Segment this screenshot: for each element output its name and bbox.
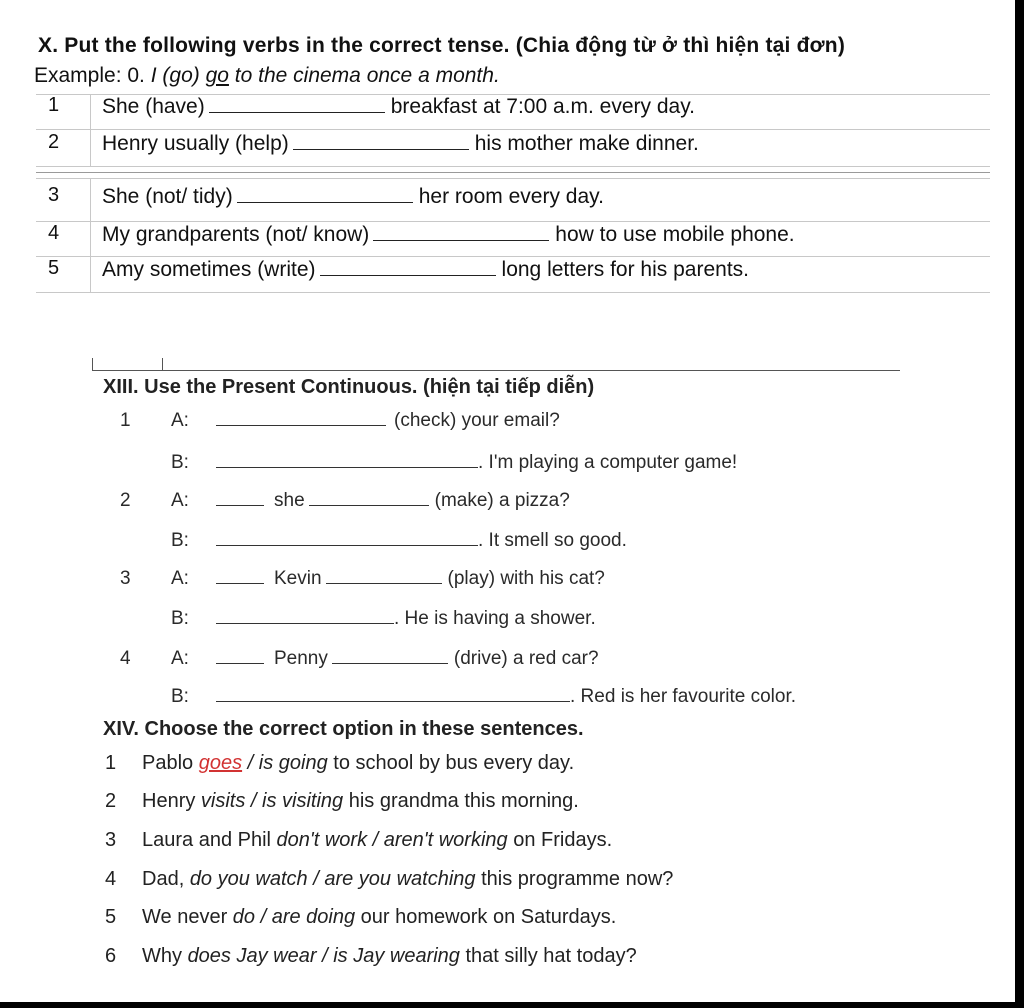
answer-blank[interactable] xyxy=(216,411,386,426)
answer-blank[interactable] xyxy=(309,491,429,506)
option-separator: / xyxy=(367,829,384,851)
sentence-end: our homework on Saturdays. xyxy=(355,906,617,928)
item-number: 2 xyxy=(120,490,131,511)
answer-blank[interactable] xyxy=(237,184,413,203)
line-rest: . I'm playing a computer game! xyxy=(478,452,738,473)
scan-border-bottom xyxy=(0,1002,1024,1008)
table-rule xyxy=(36,292,990,293)
speaker-label: B: xyxy=(171,530,189,551)
line-rest: . It smell so good. xyxy=(478,530,627,551)
option-two[interactable]: aren't working xyxy=(383,829,508,851)
answer-blank[interactable] xyxy=(320,257,496,276)
dialogue-line xyxy=(216,568,605,590)
line-rest: . Red is her favourite color. xyxy=(570,686,796,707)
section-x-example xyxy=(34,64,500,88)
section-x-title: X. Put the following verbs in the correct tense. (Chia động từ ở thì hiện tại đơn) xyxy=(38,34,846,57)
answer-blank[interactable] xyxy=(209,94,385,113)
option-one[interactable]: does Jay wear xyxy=(187,945,317,967)
table-row xyxy=(102,257,749,282)
option-separator: / xyxy=(255,906,272,928)
table-row xyxy=(102,94,695,119)
row-after: breakfast at 7:00 a.m. every day. xyxy=(390,95,695,118)
answer-blank[interactable] xyxy=(326,569,442,584)
answer-blank[interactable] xyxy=(216,569,264,584)
speaker-label: A: xyxy=(171,568,189,589)
list-item xyxy=(142,945,637,968)
answer-blank[interactable] xyxy=(332,649,448,664)
row-before: She (not/ tidy) xyxy=(102,185,233,208)
item-number: 4 xyxy=(105,868,117,890)
option-two[interactable]: are doing xyxy=(271,906,356,928)
table-row xyxy=(102,184,604,209)
option-separator: / xyxy=(245,790,263,812)
sentence-end: this programme now? xyxy=(475,868,674,890)
table-rule xyxy=(36,129,990,130)
list-item xyxy=(142,906,616,929)
table-rule xyxy=(36,166,990,167)
option-one[interactable]: do you watch xyxy=(189,868,308,890)
line-rest: (play) with his cat? xyxy=(447,568,605,589)
item-number: 6 xyxy=(105,945,117,967)
row-after: his mother make dinner. xyxy=(474,132,699,155)
list-item xyxy=(142,829,612,852)
table-col-rule xyxy=(90,178,91,292)
item-number: 4 xyxy=(120,648,131,669)
dialogue-line xyxy=(216,608,596,630)
option-separator: / xyxy=(316,945,334,967)
answer-blank[interactable] xyxy=(373,222,549,241)
row-number: 2 xyxy=(48,131,60,153)
example-prefix: Example: 0. xyxy=(34,64,151,87)
speaker-label: B: xyxy=(171,452,189,473)
sentence-start: Pablo xyxy=(142,752,199,774)
table-rule xyxy=(36,178,990,179)
row-after: her room every day. xyxy=(418,185,604,208)
sentence-end: on Fridays. xyxy=(507,829,613,851)
answer-blank[interactable] xyxy=(216,687,570,702)
row-after: long letters for his parents. xyxy=(501,258,749,281)
speaker-label: A: xyxy=(171,648,189,669)
item-number: 5 xyxy=(105,906,117,928)
dialogue-line xyxy=(216,490,570,512)
sentence-end: his grandma this morning. xyxy=(343,790,579,812)
section-xiv-title: XIV. Choose the correct option in these sentences. xyxy=(103,718,584,740)
divider-tick xyxy=(162,358,163,370)
sentence-start: Why xyxy=(142,945,188,967)
row-before: My grandparents (not/ know) xyxy=(102,223,370,246)
list-item xyxy=(142,752,574,775)
row-number: 5 xyxy=(48,257,60,279)
item-number: 1 xyxy=(105,752,117,774)
section-divider xyxy=(92,370,900,371)
row-before: Amy sometimes (write) xyxy=(102,258,316,281)
sentence-start: We never xyxy=(142,906,233,928)
row-number: 4 xyxy=(48,222,60,244)
dialogue-line xyxy=(216,530,627,552)
item-number: 2 xyxy=(105,790,117,812)
option-two[interactable]: is visiting xyxy=(262,790,344,812)
sentence-start: Dad, xyxy=(142,868,190,890)
option-two[interactable]: are you watching xyxy=(324,868,476,890)
dialogue-line xyxy=(216,410,560,432)
dialogue-line xyxy=(216,452,737,474)
line-rest: . He is having a shower. xyxy=(394,608,596,629)
answer-blank[interactable] xyxy=(293,131,469,150)
speaker-label: B: xyxy=(171,608,189,629)
table-row xyxy=(102,131,699,156)
row-number: 3 xyxy=(48,184,60,206)
speaker-label: A: xyxy=(171,410,189,431)
row-before: Henry usually (help) xyxy=(102,132,289,155)
line-subject: she xyxy=(274,490,305,511)
item-number: 1 xyxy=(120,410,131,431)
speaker-label: A: xyxy=(171,490,189,511)
table-row xyxy=(102,222,795,247)
line-subject: Kevin xyxy=(274,568,322,589)
option-two[interactable]: is Jay wearing xyxy=(333,945,460,967)
example-answer: go xyxy=(205,64,229,87)
sentence-start: Henry xyxy=(142,790,201,812)
answer-blank[interactable] xyxy=(216,491,264,506)
sentence-end: to school by bus every day. xyxy=(327,752,575,774)
line-subject: Penny xyxy=(274,648,328,669)
sentence-end: that silly hat today? xyxy=(459,945,637,967)
list-item xyxy=(142,790,579,813)
option-two[interactable]: is going xyxy=(258,752,328,774)
sentence-start: Laura and Phil xyxy=(142,829,277,851)
section-xiii-title: XIII. Use the Present Continuous. (hiện tại tiếp diễn) xyxy=(103,376,595,398)
line-rest: (drive) a red car? xyxy=(453,648,599,669)
speaker-label: B: xyxy=(171,686,189,707)
option-one[interactable]: don't work xyxy=(276,829,368,851)
item-number: 3 xyxy=(120,568,131,589)
table-col-rule xyxy=(90,94,91,166)
line-rest: (make) a pizza? xyxy=(434,490,570,511)
dialogue-line xyxy=(216,648,599,670)
divider-tick xyxy=(92,358,93,370)
example-rest: to the cinema once a month. xyxy=(228,64,500,87)
option-one[interactable]: do xyxy=(232,906,256,928)
item-number: 3 xyxy=(105,829,117,851)
row-number: 1 xyxy=(48,94,60,116)
table-rule xyxy=(36,172,990,173)
answer-blank[interactable] xyxy=(216,649,264,664)
list-item xyxy=(142,868,673,891)
row-after: how to use mobile phone. xyxy=(555,223,795,246)
option-separator: / xyxy=(307,868,325,890)
row-before: She (have) xyxy=(102,95,205,118)
option-selected[interactable]: goes xyxy=(198,752,243,774)
option-one[interactable]: visits xyxy=(200,790,246,812)
answer-blank[interactable] xyxy=(216,531,478,546)
answer-blank[interactable] xyxy=(216,453,478,468)
dialogue-line xyxy=(216,686,796,708)
example-subject: I (go) xyxy=(150,64,206,87)
line-rest: (check) your email? xyxy=(394,410,560,431)
answer-blank[interactable] xyxy=(216,609,394,624)
option-separator: / xyxy=(242,752,259,774)
scan-border-right xyxy=(1015,0,1024,1008)
